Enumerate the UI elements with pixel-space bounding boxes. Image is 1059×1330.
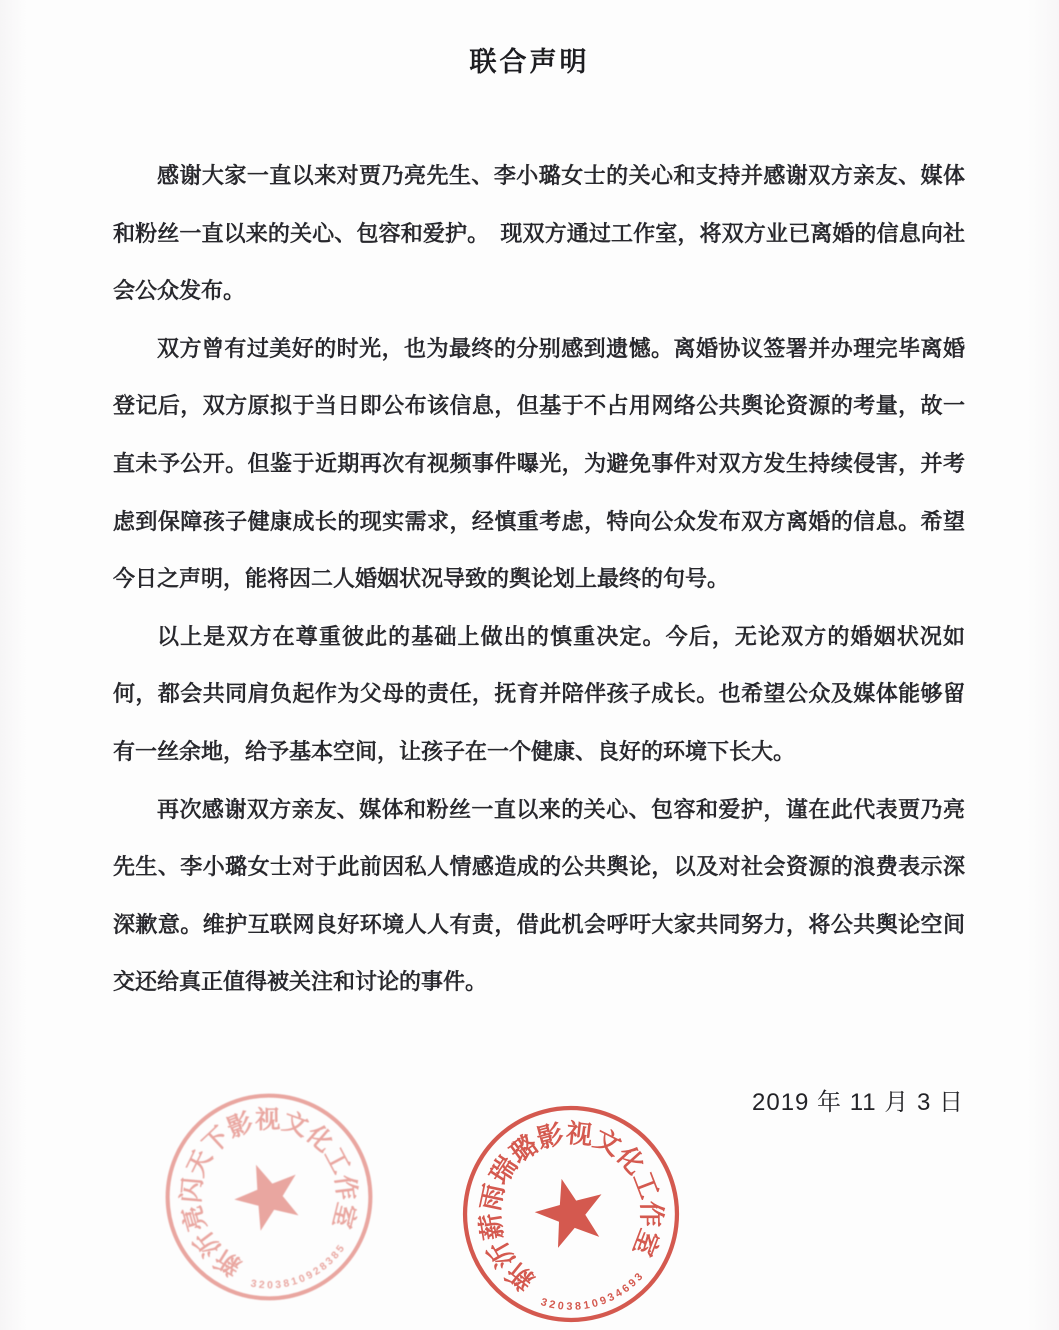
svg-text:瑞: 瑞 bbox=[483, 1150, 524, 1190]
svg-text:3: 3 bbox=[539, 1296, 549, 1310]
statement-paragraph: 以上是双方在尊重彼此的基础上做出的慎重决定。今后，无论双方的婚姻状况如何，都会共同肩负起作为父母的责任，抚育并陪伴孩子成长。也希望公众及媒体能够留有一丝余地，给予基本空间，让孩子在一个健康、良好的环境下长大。 bbox=[113, 623, 965, 764]
svg-text:9: 9 bbox=[626, 1276, 639, 1290]
svg-text:新: 新 bbox=[500, 1256, 541, 1297]
svg-text:6: 6 bbox=[620, 1282, 632, 1296]
svg-text:0: 0 bbox=[557, 1299, 565, 1313]
svg-text:8: 8 bbox=[329, 1249, 342, 1262]
svg-text:沂: 沂 bbox=[188, 1224, 227, 1262]
svg-text:薪: 薪 bbox=[474, 1211, 509, 1242]
svg-text:室: 室 bbox=[327, 1200, 361, 1232]
svg-text:0: 0 bbox=[267, 1280, 273, 1292]
svg-text:9: 9 bbox=[598, 1294, 609, 1308]
seal-graphic bbox=[455, 1098, 687, 1330]
svg-text:璐: 璐 bbox=[504, 1129, 544, 1169]
svg-text:文: 文 bbox=[278, 1107, 312, 1143]
svg-text:新: 新 bbox=[210, 1243, 247, 1281]
svg-text:视: 视 bbox=[254, 1105, 281, 1135]
seal-graphic bbox=[158, 1086, 380, 1308]
svg-text:亮: 亮 bbox=[178, 1202, 212, 1235]
svg-text:8: 8 bbox=[318, 1260, 330, 1274]
svg-text:0: 0 bbox=[590, 1297, 600, 1311]
svg-text:文: 文 bbox=[588, 1123, 627, 1162]
svg-text:3: 3 bbox=[605, 1290, 617, 1305]
svg-text:3: 3 bbox=[324, 1255, 336, 1268]
company-seal-left bbox=[158, 1086, 380, 1308]
statement-date: 2019 年 11 月 3 日 bbox=[752, 1089, 964, 1116]
svg-text:4: 4 bbox=[613, 1286, 625, 1301]
svg-text:2: 2 bbox=[311, 1265, 323, 1278]
svg-text:3: 3 bbox=[274, 1279, 282, 1292]
svg-text:下: 下 bbox=[197, 1121, 236, 1160]
svg-text:2: 2 bbox=[258, 1279, 266, 1292]
svg-text:作: 作 bbox=[636, 1200, 667, 1228]
svg-text:1: 1 bbox=[290, 1275, 299, 1289]
signature-area bbox=[0, 1010, 1059, 1323]
svg-text:沂: 沂 bbox=[481, 1235, 521, 1274]
svg-text:5: 5 bbox=[334, 1243, 347, 1255]
svg-text:1: 1 bbox=[582, 1299, 591, 1312]
svg-text:影: 影 bbox=[533, 1118, 567, 1155]
statement-body bbox=[113, 147, 965, 1011]
statement-title: 联合声明 bbox=[469, 47, 590, 77]
svg-text:影: 影 bbox=[223, 1107, 258, 1144]
svg-text:工: 工 bbox=[627, 1167, 665, 1203]
statement-paragraph: 再次感谢双方亲友、媒体和粉丝一直以来的关心、包容和爱护，谨在此代表贾乃亮先生、李小璐女士对于此前因私人情感造成的公共舆论，以及对社会资源的浪费表示深深歉意。维护互联网良好环境人人有责，借此机会呼吁大家共同努力，将公共舆论空间交还给真正值得被关注和讨论的事件。 bbox=[113, 796, 965, 995]
svg-text:化: 化 bbox=[610, 1140, 651, 1180]
svg-text:8: 8 bbox=[574, 1300, 582, 1313]
statement-paragraph: 感谢大家一直以来对贾乃亮先生、李小璐女士的关心和支持并感谢双方亲友、媒体和粉丝一直以来的关心、包容和爱护。 现双方通过工作室，将双方业已离婚的信息向社会公众发布。 bbox=[113, 163, 965, 304]
svg-text:室: 室 bbox=[627, 1225, 665, 1261]
svg-text:3: 3 bbox=[632, 1270, 646, 1284]
svg-text:视: 视 bbox=[564, 1117, 595, 1151]
seal-star-icon bbox=[528, 1170, 612, 1251]
company-seal-right bbox=[455, 1098, 687, 1330]
svg-text:8: 8 bbox=[282, 1278, 291, 1291]
seal-star-icon bbox=[225, 1152, 310, 1235]
svg-text:雨: 雨 bbox=[474, 1181, 510, 1214]
svg-text:作: 作 bbox=[329, 1173, 361, 1202]
svg-text:工: 工 bbox=[318, 1143, 356, 1179]
svg-text:闪: 闪 bbox=[177, 1176, 208, 1205]
svg-text:天: 天 bbox=[181, 1145, 218, 1181]
svg-text:化: 化 bbox=[300, 1120, 339, 1158]
svg-text:3: 3 bbox=[249, 1278, 258, 1291]
svg-text:0: 0 bbox=[297, 1273, 307, 1286]
svg-text:3: 3 bbox=[566, 1300, 573, 1313]
statement-paragraph: 双方曾有过美好的时光，也为最终的分别感到遗憾。离婚协议签署并办理完毕离婚登记后，双方原拟于当日即公布该信息，但基于不占用网络公共舆论资源的考量，故一直未予公开。但鉴于近期再次有视频事件曝光，为避免事件对双方发生持续侵害，并考虑到保障孩子健康成长的现实需求，经慎重考虑，特向公众发布双方离婚的信息。希望今日之声明，能将因二人婚姻状况导致的舆论划上最终的句号。 bbox=[113, 335, 965, 592]
svg-text:2: 2 bbox=[548, 1298, 557, 1312]
svg-text:9: 9 bbox=[304, 1269, 315, 1283]
